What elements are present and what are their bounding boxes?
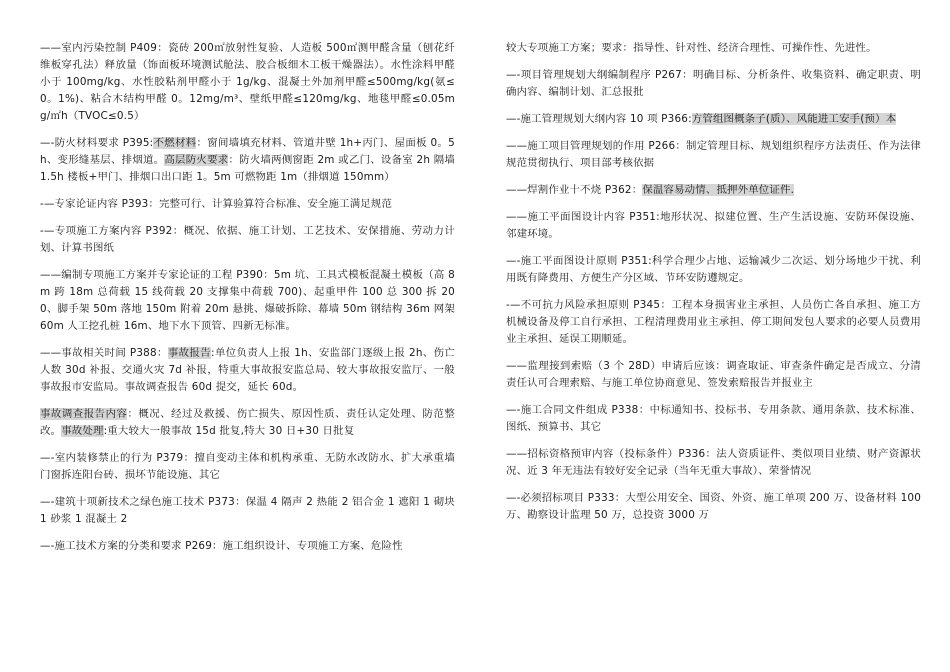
paragraph-text: ——施工项目管理规划的作用 P266：制定管理目标、规划组织程序方法责任、作为法律规范贯彻执行、项目部考核依据 <box>506 140 921 169</box>
highlighted-term: 事故报告 <box>167 347 212 359</box>
paragraph <box>506 490 921 524</box>
paragraph <box>40 538 455 555</box>
paragraph-text: ——焊割作业十不烧 P362： <box>506 184 643 196</box>
paragraph-text: ：概况、经过及救援、伤亡损失、原因性质、责任认定处理、防范整改。 <box>40 408 455 437</box>
paragraph-text: —-施工合同文件组成 P338：中标通知书、投标书、专用条款、通用条款、技术标准、图纸、预算书、其它 <box>506 404 921 433</box>
paragraph <box>506 111 921 128</box>
highlighted-term: 不燃材料 <box>153 137 197 149</box>
left-column <box>40 40 455 565</box>
paragraph-text: 较大专项施工方案；要求：指导性、针对性、经济合理性、可操作性、先进性。 <box>506 42 877 54</box>
paragraph-text: ：窗间墙填充材料、管道井壁 1h+丙门、屋面板 0。5h、变形缝基层、排烟道。 <box>40 137 455 166</box>
paragraph-text: :单位负责人上报 1h、安监部门逐级上报 2h、伤亡人数 30d 补报、交通火灾 7d 补报，特重大事故报安监总局、较大事故报安监厅、一般事故报市安监局。事故调查报告 60d 提交，延长 60d。 <box>40 347 456 393</box>
highlighted-term: 保温容易动情、抵押外单位证件. <box>642 184 795 196</box>
paragraph-text: —-建筑十项新技术之绿色施工技术 P373：保温 4 隔声 2 热能 2 铝合金 1 遮阳 1 砌块 1 砂浆 1 混凝土 2 <box>40 496 455 525</box>
paragraph <box>506 402 921 436</box>
paragraph-text: -—专项施工方案内容 P392：概况、依据、施工计划、工艺技术、安保措施、劳动力计划、计算书图纸 <box>40 225 455 254</box>
paragraph-text: ——监理接到索赔（3 个 28D）申请后应该：调查取证、审查条件确定是否成立、分清责任认可合理索赔、与施工单位协商意见、签发索赔报告并报业主 <box>506 360 921 389</box>
paragraph <box>506 138 921 172</box>
paragraph <box>506 358 921 392</box>
paragraph-text: —-施工平面图设计原则 P351:科学合理少占地、运输减少二次运、划分场地少干扰、利用既有降费用、方便生产分区域、节环安防遵规定。 <box>506 255 921 284</box>
paragraph-text: ——施工平面图设计内容 P351:地形状况、拟建位置、生产生活设施、安防环保设施、邻建环境。 <box>506 211 921 240</box>
paragraph <box>40 223 455 257</box>
paragraph <box>40 406 455 440</box>
paragraph-text: ——招标资格预审内容（投标条件）P336：法人资质证件、类似项目业绩、财产资源状况、近 3 年无违法有较好安全记录（当年无重大事故）、荣誉情况 <box>506 448 921 477</box>
paragraph <box>506 253 921 287</box>
paragraph <box>40 267 455 335</box>
right-column <box>506 40 921 534</box>
paragraph-text: :重大较大一般事故 15d 批复,特大 30 日+30 日批复 <box>103 425 355 437</box>
paragraph-text: -—不可抗力风险承担原则 P345：工程本身损害业主承担、人员伤亡各自承担、施工方机械设备及停工自行承担、工程清理费用业主承担、停工期间发包人要求的必要人员费用业主承担、延误工期顺延。 <box>506 299 921 345</box>
paragraph-text: ——事故相关时间 P388： <box>40 347 168 359</box>
paragraph-text: ——编制专项施工方案并专家论证的工程 P390：5m 坑、工具式模板混凝土模板（高 8m 跨 18m 总荷载 15 线荷载 20 支撑集中荷载 700)、起重甲件 100 总 300 拆 200、脚手架 50m 落地 150m 附着 20m 悬挑、爆破拆除、幕墙 50m 钢结构 36m 网架 60m 人工挖孔桩 16m、地下水下顶管、四新无标准。 <box>40 269 455 332</box>
highlighted-term: 事故处理 <box>61 425 104 437</box>
paragraph-text: —-施工技术方案的分类和要求 P269：施工组织设计、专项施工方案、危险性 <box>40 540 403 552</box>
paragraph-text: ：防火墙两侧窗距 2m 或乙门、设备室 2h 隔墙 1.5h 楼板+甲门、排烟口出口距 1。5m 可燃物距 1m（排烟道 150mm） <box>40 154 456 183</box>
paragraph <box>506 446 921 480</box>
paragraph-text: —-项目管理规划大纲编制程序 P267：明确目标、分析条件、收集资料、确定职责、明确内容、编制计划、汇总报批 <box>506 69 921 98</box>
paragraph-text: —-室内装修禁止的行为 P379：擅自变动主体和机构承重、无防水改防水、扩大承重墙门窗拆连阳台砖、损坏节能设施、其它 <box>40 452 455 481</box>
paragraph-text: —-必须招标项目 P333：大型公用安全、国资、外资、施工单项 200 万、设备材料 100 万、勘察设计监理 50 万，总投资 3000 万 <box>506 492 921 521</box>
paragraph-text: —-施工管理规划大纲内容 10 项 P366: <box>506 113 692 125</box>
paragraph-text: ——室内污染控制 P409：瓷砖 200㎡放射性复验、人造板 500㎡测甲醛含量（刨花纤维板穿孔法）释放量（饰面板环境测试舱法、胶合板细木工板干燥器法）。水性涂料甲醛小于 100mg/kg、水性胶粘剂甲醛小于 1g/kg、混凝土外加剂甲醛≤500mg/kg(氨≤0。1%)、粘合木结构甲醛 0。12mg/m³、壁纸甲醛≤120mg/kg、地毯甲醛≤0.05mg/㎡h（TVOC≤0.5） <box>40 42 455 122</box>
paragraph <box>40 196 455 213</box>
paragraph <box>506 40 921 57</box>
paragraph <box>40 40 455 125</box>
paragraph-text: —-防火材料要求 P395: <box>40 137 154 149</box>
highlighted-term: 事故调查报告内容 <box>40 408 128 420</box>
paragraph <box>506 182 921 199</box>
paragraph <box>40 135 455 186</box>
paragraph <box>40 345 455 396</box>
paragraph <box>40 450 455 484</box>
highlighted-term: 方管组图概条子(质）、风能进工安手(预）本 <box>691 113 897 125</box>
paragraph <box>40 494 455 528</box>
paragraph-text: -—专家论证内容 P393：完整可行、计算验算符合标准、安全施工满足规范 <box>40 198 393 210</box>
paragraph <box>506 67 921 101</box>
paragraph <box>506 297 921 348</box>
highlighted-term: 高层防火要求 <box>164 154 229 166</box>
paragraph <box>506 209 921 243</box>
